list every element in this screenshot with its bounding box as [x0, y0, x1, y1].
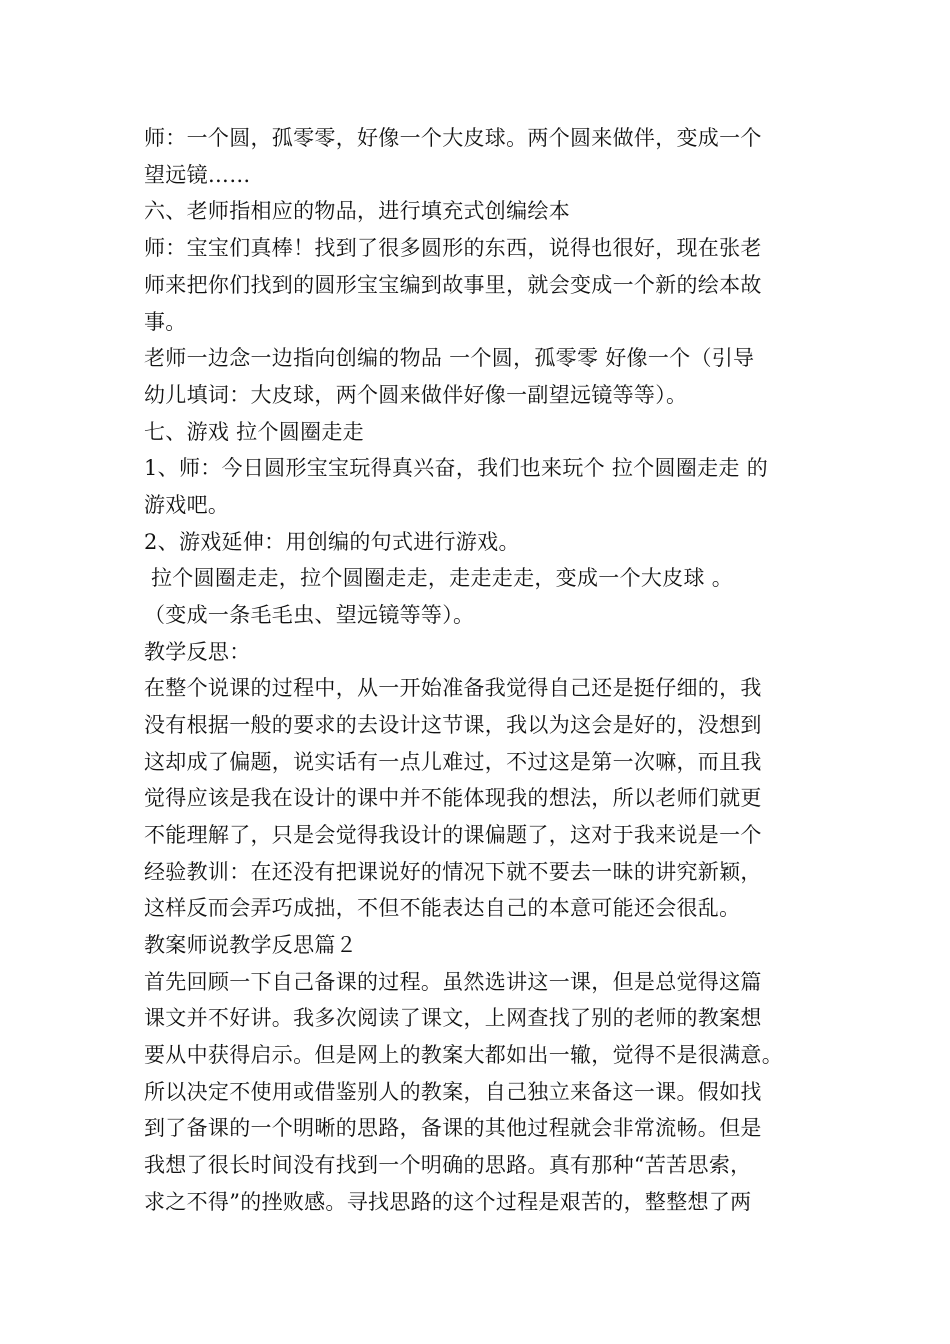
text-line: 我想了很长时间没有找到一个明确的思路。真有那种“苦苦思索，	[144, 1153, 752, 1177]
text-line: 师来把你们找到的圆形宝宝编到故事里，就会变成一个新的绘本故	[144, 273, 762, 297]
text-line: 到了备课的一个明晰的思路，备课的其他过程就会非常流畅。但是	[144, 1116, 762, 1140]
text-line: 课文并不好讲。我多次阅读了课文，上网查找了别的老师的教案想	[144, 1006, 762, 1030]
text-line: 经验教训：在还没有把课说好的情况下就不要去一昧的讲究新颖，	[144, 860, 762, 884]
section-heading: 教学反思：	[144, 640, 251, 664]
text-line: （变成一条毛毛虫、望远镜等等）。	[144, 603, 475, 627]
text-line: 老师一边念一边指向创编的物品 一个圆，孤零零 好像一个（引导	[144, 346, 755, 370]
text-line: 觉得应该是我在设计的课中并不能体现我的想法，所以老师们就更	[144, 786, 762, 810]
text-line: 1、师：今日圆形宝宝玩得真兴奋，我们也来玩个 拉个圆圈走走 的	[144, 456, 769, 480]
text-line: 望远镜……	[144, 163, 251, 187]
text-line: 幼儿填词：大皮球，两个圆来做伴好像一副望远镜等等）。	[144, 383, 688, 407]
section-heading: 教案师说教学反思篇２	[144, 933, 357, 957]
text-line: 没有根据一般的要求的去设计这节课，我以为这会是好的，没想到	[144, 713, 762, 737]
text-line: 拉个圆圈走走，拉个圆圈走走，走走走走，变成一个大皮球 。	[144, 566, 734, 590]
text-line: 2、游戏延伸：用创编的句式进行游戏。	[144, 530, 520, 554]
section-heading: 六、老师指相应的物品，进行填充式创编绘本	[144, 199, 570, 223]
text-line: 游戏吧。	[144, 493, 230, 517]
text-line: 要从中获得启示。但是网上的教案大都如出一辙，觉得不是很满意。	[144, 1043, 783, 1067]
text-line: 师：一个圆，孤零零，好像一个大皮球。两个圆来做伴，变成一个	[144, 126, 762, 150]
text-line: 事。	[144, 310, 187, 334]
text-line: 这却成了偏题，说实话有一点儿难过，不过这是第一次嘛，而且我	[144, 750, 762, 774]
text-line: 不能理解了，只是会觉得我设计的课偏题了，这对于我来说是一个	[144, 823, 762, 847]
text-line: 在整个说课的过程中，从一开始准备我觉得自己还是挺仔细的，我	[144, 676, 762, 700]
text-line: 这样反而会弄巧成拙，不但不能表达自己的本意可能还会很乱。	[144, 896, 741, 920]
section-heading: 七、游戏 拉个圆圈走走	[144, 420, 364, 444]
text-line: 求之不得”的挫败感。寻找思路的这个过程是艰苦的，整整想了两	[144, 1190, 752, 1214]
text-line: 所以决定不使用或借鉴别人的教案，自己独立来备这一课。假如找	[144, 1080, 762, 1104]
text-line: 师：宝宝们真棒！找到了很多圆形的东西，说得也很好，现在张老	[144, 236, 762, 260]
text-line: 首先回顾一下自己备课的过程。虽然选讲这一课，但是总觉得这篇	[144, 970, 762, 994]
